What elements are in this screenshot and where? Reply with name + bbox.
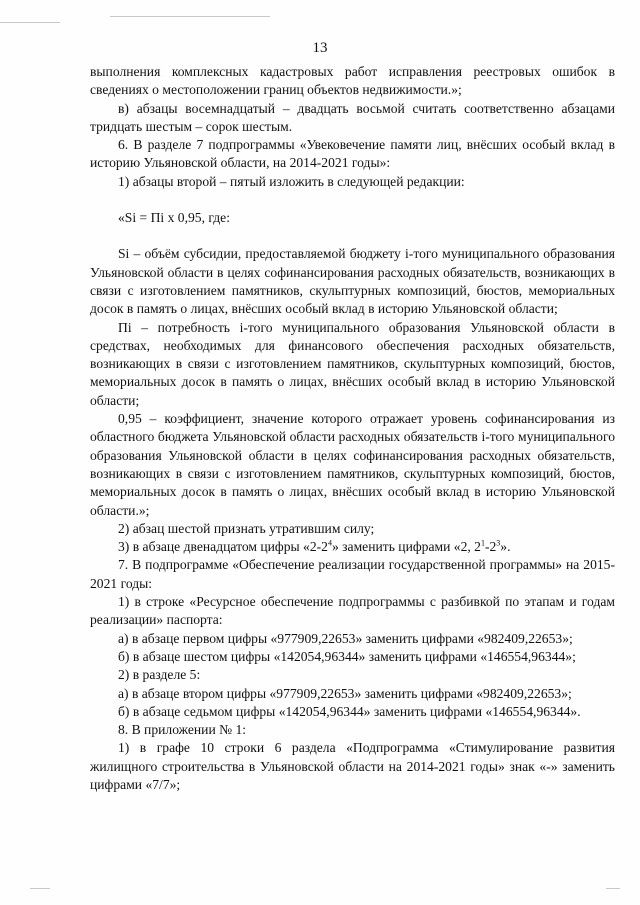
superscript: 4: [327, 538, 332, 548]
paragraph-text: в) абзацы восемнадцатый – двадцать восьмой считать соответственно абзацами тридцать шестым – сорок шестым.: [90, 100, 615, 134]
paragraph-text: б) в абзаце шестом цифры «142054,96344» заменить цифрами «146554,96344»;: [118, 648, 576, 664]
paragraph: [90, 630, 615, 648]
paragraph-text: 2) абзац шестой признать утратившим силу;: [118, 520, 375, 536]
paragraph: [90, 410, 615, 520]
scan-artifact: [30, 888, 50, 889]
paragraph-text: 7. В подпрограмме «Обеспечение реализации государственной программы» на 2015-2021 годы:: [90, 557, 615, 591]
paragraph-text: ».: [500, 539, 511, 555]
scan-artifact: [110, 16, 270, 17]
document-body: [90, 63, 615, 794]
paragraph-text: «Si = Пi x 0,95, где:: [118, 210, 230, 226]
paragraph: [90, 136, 615, 173]
scan-artifact: [606, 888, 620, 889]
paragraph: [90, 100, 615, 137]
paragraph: [90, 666, 615, 684]
superscript: 3: [496, 538, 501, 548]
paragraph-text: 8. В приложении № 1:: [118, 722, 247, 738]
paragraph-text: 1) абзацы второй – пятый изложить в следующей редакции:: [118, 173, 465, 189]
paragraph: [90, 209, 615, 227]
paragraph-text: Пi – потребность i-того муниципального образования Ульяновской области в средствах, необходимых для финансового обеспечения расходных обязательств, возникающих в связи с изготовлением памятников, скульптурных композиций, бюстов, мемориальных досок в память о лицах, внёсших особый вклад в историю Ульяновской области;: [90, 319, 615, 408]
paragraph: [90, 703, 615, 721]
paragraph: [90, 63, 615, 100]
paragraph-text: а) в абзаце втором цифры «977909,22653» заменить цифрами «982409,22653»;: [118, 685, 572, 701]
paragraph-text: 6. В разделе 7 подпрограммы «Увековечение памяти лиц, внёсших особый вклад в историю Ульяновской области, на 2014-2021 годы»:: [90, 137, 615, 171]
paragraph-text: выполнения комплексных кадастровых работ исправления реестровых ошибок в сведениях о местоположении границ объектов недвижимости.»;: [90, 64, 615, 98]
paragraph: [90, 319, 615, 410]
paragraph-text: » заменить цифрами «2, 2: [331, 539, 481, 555]
paragraph-text: 0,95 – коэффициент, значение которого отражает уровень софинансирования из областного бюджета Ульяновской области расходных обязательств i-того муниципального образования Ульяновской области в целях софинансирования расходных обязательств, возникающих в связи с изготовлением памятников, скульптурных композиций, бюстов, мемориальных досок в память о лицах, внёсших особый вклад в историю Ульяновской области.»;: [90, 411, 615, 518]
paragraph-text: б) в абзаце седьмом цифры «142054,96344» заменить цифрами «146554,96344».: [118, 703, 581, 719]
paragraph-text: 3) в абзаце двенадцатом цифры «2-2: [118, 539, 328, 555]
paragraph: [90, 721, 615, 739]
paragraph: [90, 245, 615, 318]
paragraph-text: Si – объём субсидии, предоставляемой бюджету i-того муниципального образования Ульяновской области в целях софинансирования расходных обязательств, возникающих в связи с изготовлением памятников, скульптурных композиций, бюстов, мемориальных досок в память о лицах, внёсших особый вклад в историю Ульяновской области;: [90, 246, 615, 317]
superscript: 1: [480, 538, 485, 548]
paragraph: [90, 173, 615, 191]
paragraph: [90, 648, 615, 666]
paragraph-text: -2: [484, 539, 497, 555]
paragraph: [90, 739, 615, 794]
paragraph: [90, 593, 615, 630]
paragraph-text: 1) в графе 10 строки 6 раздела «Подпрограмма «Стимулирование развития жилищного строительства в Ульяновской области на 2014-2021 годы» знак «-» заменить цифрами «7/7»;: [90, 740, 615, 792]
scan-artifact: [0, 22, 60, 23]
paragraph: [90, 520, 615, 538]
paragraph-text: а) в абзаце первом цифры «977909,22653» заменить цифрами «982409,22653»;: [118, 630, 573, 646]
paragraph: [90, 538, 615, 556]
page-number: 13: [312, 40, 328, 56]
paragraph-text: 1) в строке «Ресурсное обеспечение подпрограммы с разбивкой по этапам и годам реализации» паспорта:: [90, 594, 615, 628]
paragraph-text: 2) в разделе 5:: [118, 667, 201, 683]
paragraph: [90, 556, 615, 593]
paragraph: [90, 685, 615, 703]
